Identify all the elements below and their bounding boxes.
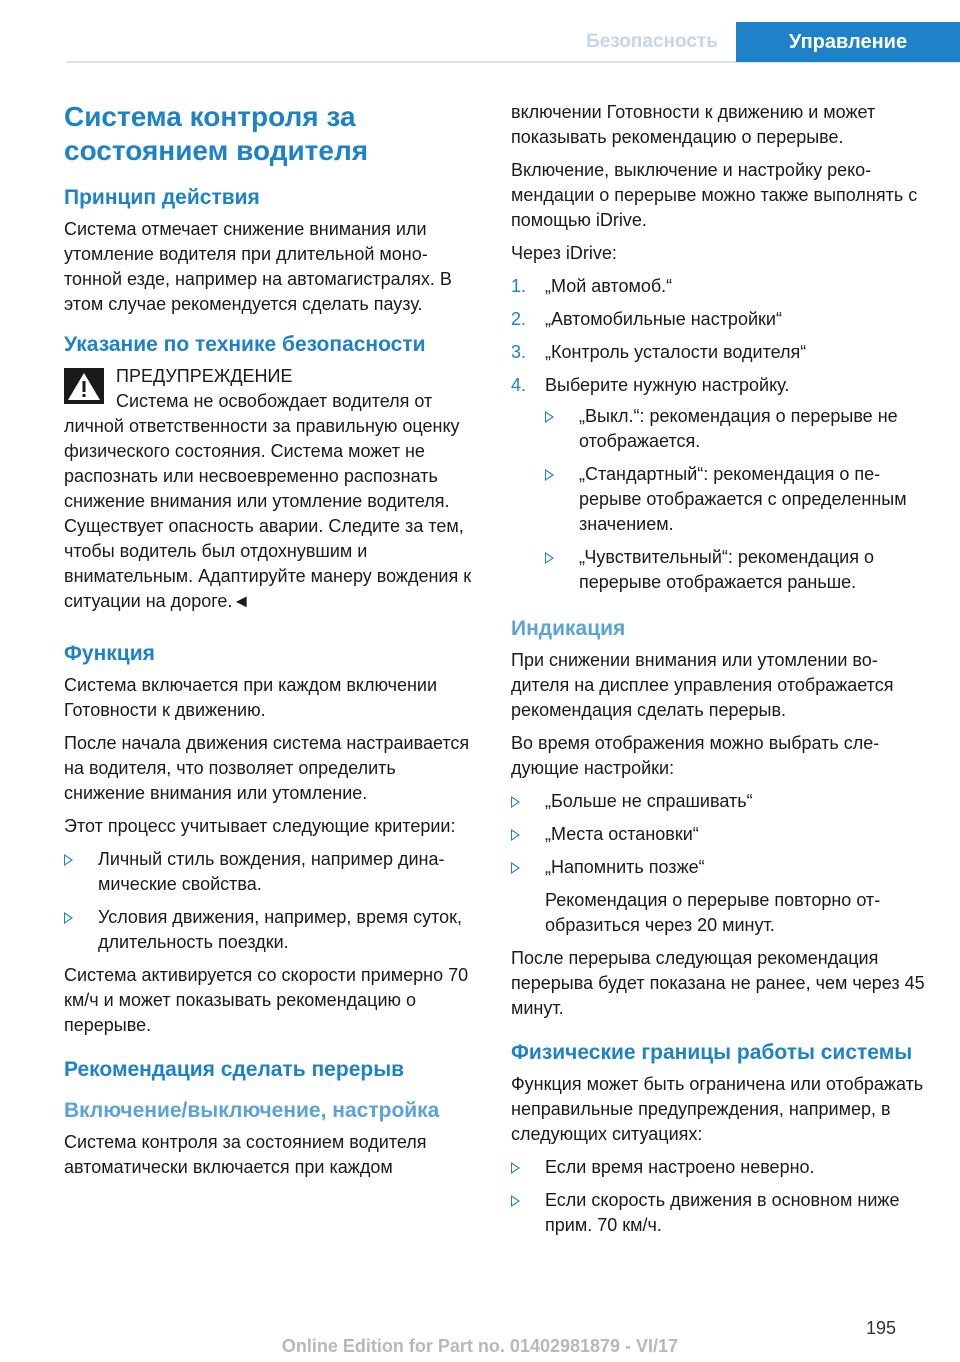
steps-list bbox=[511, 274, 926, 595]
step-number: 2. bbox=[511, 309, 527, 329]
triangle-bullet-icon bbox=[511, 1195, 520, 1207]
triangle-bullet-icon bbox=[64, 912, 73, 924]
principle-text: Система отмечает снижение внимания или утомление водителя при длительной монотонной езде, например на автомагистралях. В этом случае рекомендуется сделать паузу. bbox=[64, 219, 452, 314]
options-list bbox=[545, 404, 926, 595]
list-item bbox=[511, 855, 926, 938]
warning-block bbox=[64, 364, 479, 614]
page-title: Система контроля за состоянием водителя bbox=[64, 101, 369, 166]
via-idrive: Через iDrive: bbox=[511, 243, 617, 263]
list-item-text: Если время настроено неверно. bbox=[545, 1157, 815, 1177]
display-options-list bbox=[511, 789, 926, 938]
list-item-text: Личный стиль вождения, например динамические свойства. bbox=[98, 849, 445, 894]
warning-icon bbox=[64, 368, 104, 404]
triangle-bullet-icon bbox=[511, 796, 520, 808]
list-item bbox=[545, 545, 926, 595]
continued-text: включении Готовности к движению и может показывать рекомендацию о перерыве. bbox=[511, 102, 876, 147]
function-text-4: Система активируется со скорости примерно 70 км/ч и может показывать рекомендацию о перерыве. bbox=[64, 965, 469, 1035]
triangle-bullet-icon bbox=[511, 862, 520, 874]
triangle-bullet-icon bbox=[545, 469, 554, 481]
limits-list bbox=[511, 1155, 926, 1238]
list-item-text: „Выкл.“: рекомендация о перерыве не отображается. bbox=[579, 406, 898, 451]
step-text: „Контроль усталости водителя“ bbox=[545, 342, 807, 362]
criteria-list bbox=[64, 847, 479, 955]
step-number: 3. bbox=[511, 342, 527, 362]
limits-heading: Физические границы работы системы bbox=[511, 1041, 913, 1064]
tab-safety[interactable]: Безопасность bbox=[586, 31, 718, 52]
warning-first-line: Система не освобождает водителя от bbox=[116, 391, 433, 411]
list-item bbox=[64, 905, 479, 955]
list-item-text: „Напомнить позже“ bbox=[545, 857, 705, 877]
triangle-bullet-icon bbox=[545, 411, 554, 423]
break-heading: Рекомендация сделать перерыв bbox=[64, 1058, 405, 1081]
display-text-1: При снижении внимания или утомлении водителя на дисплее управления отображается рекомендация сделать перерыв. bbox=[511, 650, 894, 720]
step-item bbox=[511, 274, 926, 299]
step-text: „Мой автомоб.“ bbox=[545, 276, 673, 296]
function-heading: Функция bbox=[64, 642, 155, 665]
onoff-heading: Включение/выключение, настройка bbox=[64, 1099, 440, 1122]
warning-label: ПРЕДУПРЕЖДЕНИЕ bbox=[116, 366, 293, 386]
warning-rest: личной ответственности за правильную оценку физического состояния. Система может не распознать или несвоевременно распознать снижение внимания или утомление водителя. Существует опасность аварии. Следите за тем, чтобы водитель был отдохнувшим и внимательным. Адаптируйте манеру вождения к ситуации на дороге.◄ bbox=[64, 416, 472, 611]
step-text: „Автомобильные настройки“ bbox=[545, 309, 782, 329]
after-break-text: После перерыва следующая рекомендация перерыва будет показана не ранее, чем через 45 минут. bbox=[511, 948, 925, 1018]
list-item bbox=[64, 847, 479, 897]
display-text-2: Во время отображения можно выбрать следующие настройки: bbox=[511, 733, 880, 778]
list-item bbox=[545, 462, 926, 537]
right-column bbox=[511, 100, 926, 1246]
list-item bbox=[511, 789, 926, 814]
list-item bbox=[511, 1188, 926, 1238]
function-text-3: Этот процесс учитывает следующие критерии: bbox=[64, 816, 456, 836]
triangle-bullet-icon bbox=[64, 854, 73, 866]
list-item-text: „Больше не спрашивать“ bbox=[545, 791, 753, 811]
step-number: 4. bbox=[511, 375, 527, 395]
remind-note: Рекомендация о перерыве повторно отобразиться через 20 минут. bbox=[545, 890, 881, 935]
step-item bbox=[511, 373, 926, 595]
list-item-text: „Стандартный“: рекомендация о перерыве отображается с определенным значением. bbox=[579, 464, 907, 534]
onoff-text: Система контроля за состоянием водителя автоматически включается при каждом bbox=[64, 1132, 427, 1177]
list-item bbox=[511, 822, 926, 847]
warning-text bbox=[64, 389, 479, 614]
step-number: 1. bbox=[511, 276, 527, 296]
function-text-2: После начала движения система настраивается на водителя, что позволяет определить снижение внимания или утомление. bbox=[64, 733, 470, 803]
safety-heading: Указание по технике безопасности bbox=[64, 333, 426, 356]
step-text: Выберите нужную настройку. bbox=[545, 375, 790, 395]
idrive-text: Включение, выключение и настройку рекомендации о перерыве можно также выполнять с помощью iDrive. bbox=[511, 160, 918, 230]
principle-heading: Принцип действия bbox=[64, 186, 260, 209]
list-item-text: „Места остановки“ bbox=[545, 824, 699, 844]
list-item-text: Если скорость движения в основном ниже прим. 70 км/ч. bbox=[545, 1190, 900, 1235]
step-item bbox=[511, 340, 926, 365]
left-column bbox=[64, 100, 479, 1188]
list-item bbox=[545, 404, 926, 454]
tab-controls[interactable]: Управление bbox=[736, 22, 960, 62]
limits-text: Функция может быть ограничена или отображать неправильные предупреждения, например, в следующих ситуациях: bbox=[511, 1074, 924, 1144]
edition-footer: Online Edition for Part no. 01402981879 - VI/17 bbox=[281, 1336, 679, 1356]
list-item bbox=[511, 1155, 926, 1180]
step-item bbox=[511, 307, 926, 332]
triangle-bullet-icon bbox=[511, 1162, 520, 1174]
triangle-bullet-icon bbox=[545, 552, 554, 564]
list-item-text: „Чувствительный“: рекомендация о перерыве отображается раньше. bbox=[579, 547, 874, 592]
triangle-bullet-icon bbox=[511, 829, 520, 841]
page-number: 195 bbox=[865, 1318, 896, 1338]
display-heading: Индикация bbox=[511, 617, 626, 640]
list-item-text: Условия движения, например, время суток, длительность поездки. bbox=[98, 907, 463, 952]
function-text-1: Система включается при каждом включении Готовности к движению. bbox=[64, 675, 438, 720]
